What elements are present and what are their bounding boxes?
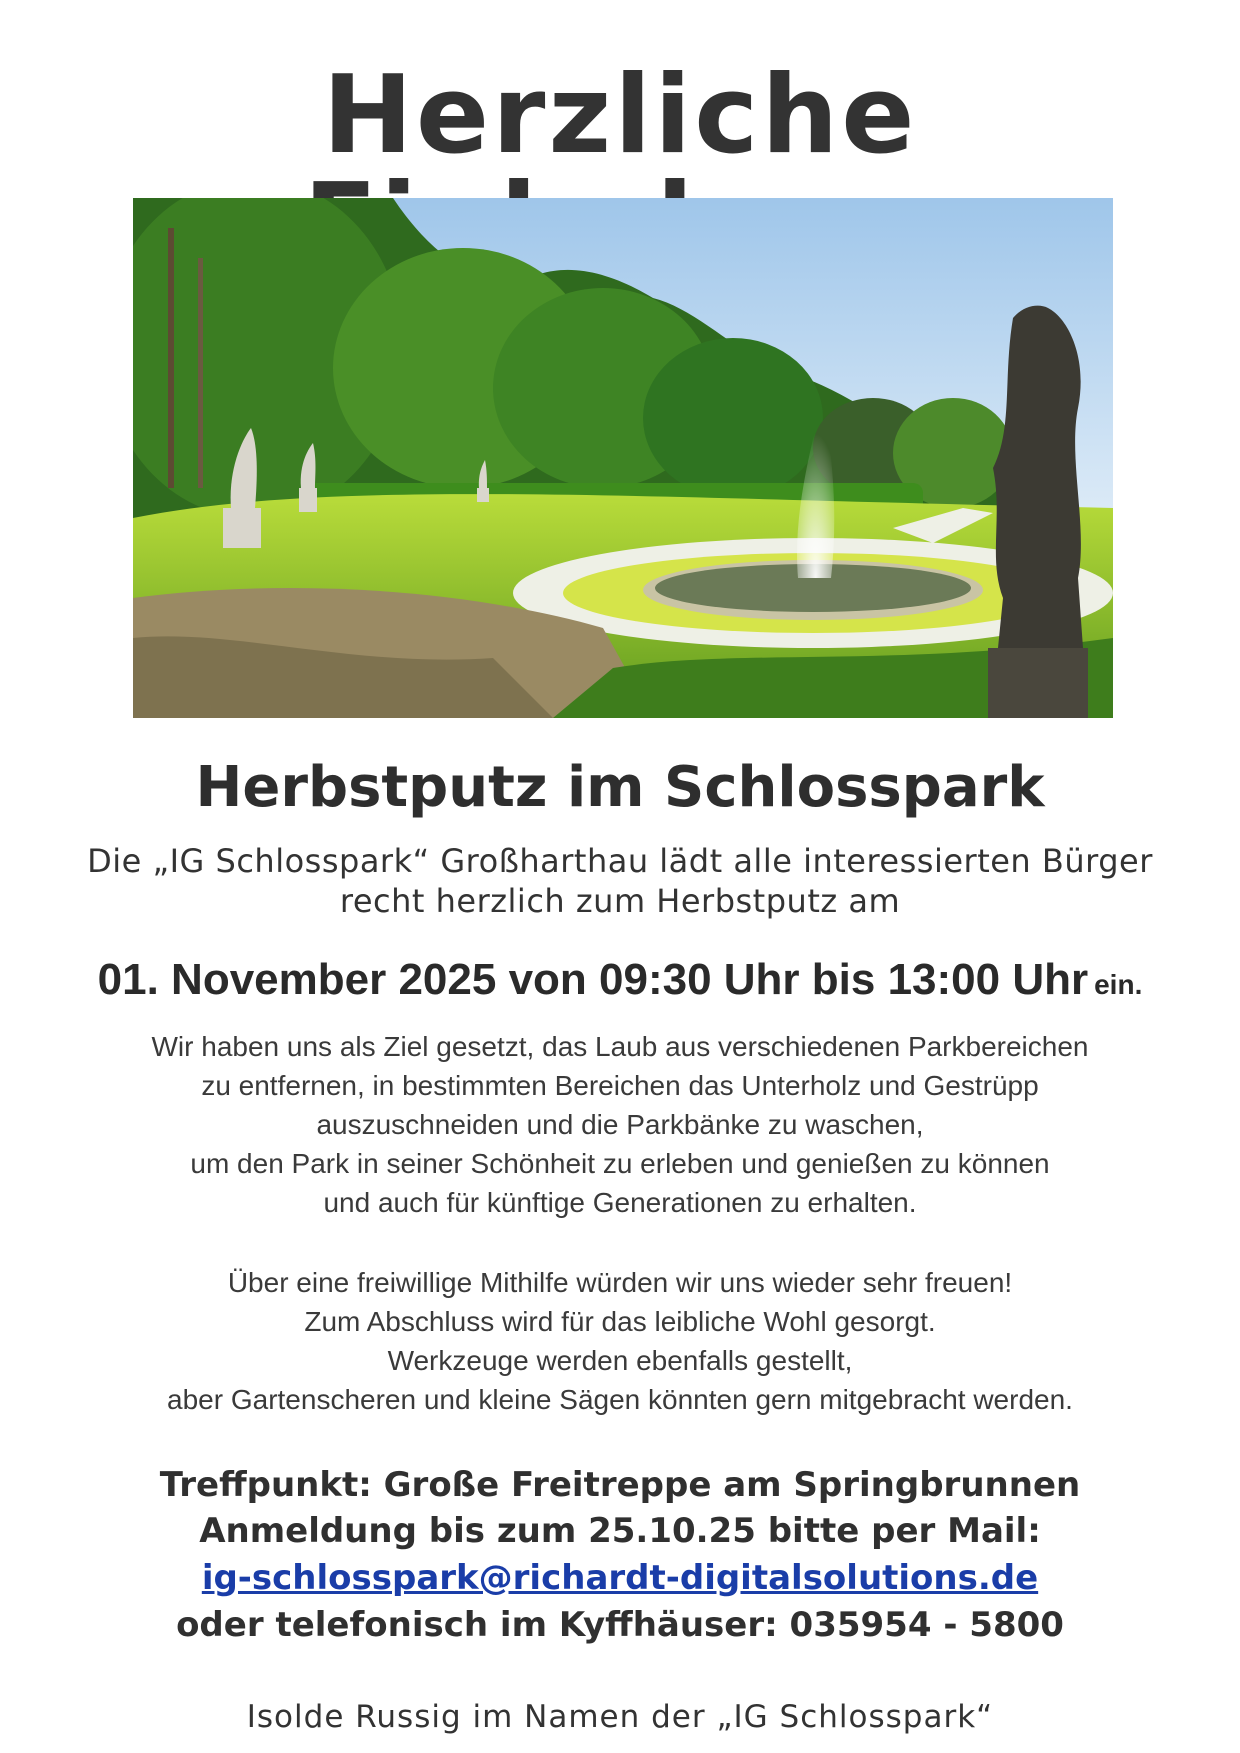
park-photo bbox=[133, 198, 1113, 718]
email-line bbox=[0, 1555, 1240, 1602]
intro-line: recht herzlich zum Herbstputz am bbox=[339, 882, 901, 920]
event-date-suffix: ein. bbox=[1094, 969, 1143, 1000]
registration-info: Anmeldung bis zum 25.10.25 bitte per Mail: bbox=[199, 1511, 1041, 1551]
help-line: Über eine freiwillige Mithilfe würden wir uns wieder sehr freuen! bbox=[227, 1267, 1013, 1298]
help-line: Werkzeuge werden ebenfalls gestellt, bbox=[387, 1345, 853, 1376]
description-line: auszuschneiden und die Parkbänke zu waschen, bbox=[316, 1109, 924, 1140]
description-line: zu entfernen, in bestimmten Bereichen das Unterholz und Gestrüpp bbox=[201, 1070, 1039, 1101]
page-title: Herzliche bbox=[322, 53, 918, 178]
description-line: um den Park in seiner Schönheit zu erleben und genießen zu können bbox=[190, 1148, 1050, 1179]
event-date bbox=[0, 955, 1240, 1015]
help-line: aber Gartenscheren und kleine Sägen könnten gern mitgebracht werden. bbox=[167, 1384, 1073, 1415]
event-date-time: 01. November 2025 von 09:30 Uhr bis 13:00 Uhr bbox=[97, 955, 1089, 1004]
meeting-point: Treffpunkt: Große Freitreppe am Springbrunnen bbox=[159, 1465, 1081, 1505]
signature: Isolde Russig im Namen der „IG Schlosspark“ bbox=[246, 1699, 994, 1735]
intro-line: Die „IG Schlosspark“ Großharthau lädt alle interessierten Bürger bbox=[87, 842, 1153, 880]
description-line: und auch für künftige Generationen zu erhalten. bbox=[323, 1187, 917, 1218]
email-link[interactable]: ig-schlosspark@richardt-digitalsolutions.de bbox=[201, 1558, 1039, 1598]
help-line: Zum Abschluss wird für das leibliche Wohl gesorgt. bbox=[304, 1306, 936, 1337]
phone-line: oder telefonisch im Kyffhäuser: 035954 - 5800 bbox=[176, 1605, 1064, 1645]
description-line: Wir haben uns als Ziel gesetzt, das Laub aus verschiedenen Parkbereichen bbox=[151, 1031, 1089, 1062]
event-title: Herbstputz im Schlosspark bbox=[195, 755, 1045, 820]
